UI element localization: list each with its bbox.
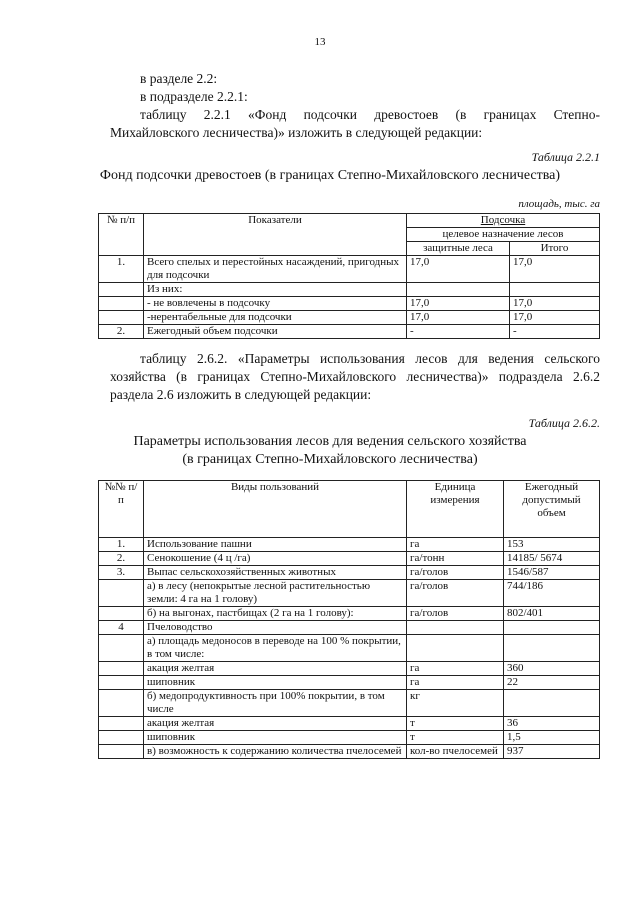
header-indicators: Показатели: [144, 214, 407, 256]
row-num: [99, 580, 144, 607]
row-value: [504, 621, 600, 635]
row-num: 1.: [99, 256, 144, 283]
row-num: [99, 717, 144, 731]
row-unit: т: [407, 731, 504, 745]
row-name: Выпас сельскохозяйственных животных: [144, 566, 407, 580]
row-unit: га: [407, 676, 504, 690]
table-row: [99, 731, 600, 745]
row-unit: га/тонн: [407, 552, 504, 566]
intro-line-3: таблицу 2.2.1 «Фонд подсочки древостоев (в границах Степно-: [140, 107, 600, 122]
table-row: [99, 256, 600, 283]
header-tapping: Подсочка: [407, 214, 600, 228]
row-name: Всего спелых и перестойных насаждений, пригодных для подсочки: [144, 256, 407, 283]
row-name: в) возможность к содержанию количества пчелосемей: [144, 745, 407, 759]
row-total: [510, 283, 600, 297]
row-num: 2.: [99, 552, 144, 566]
row-name: Пчеловодство: [144, 621, 407, 635]
row-total: -: [510, 325, 600, 339]
row-unit: [407, 635, 504, 662]
row-value: 360: [504, 662, 600, 676]
row-value: 36: [504, 717, 600, 731]
row-num: [99, 662, 144, 676]
row-name: Из них:: [144, 283, 407, 297]
row-protective: -: [407, 325, 510, 339]
row-name: шиповник: [144, 731, 407, 745]
row-name: акация желтая: [144, 717, 407, 731]
table-forest-tapping: [98, 213, 600, 339]
row-value: 802/401: [504, 607, 600, 621]
row-num: [99, 607, 144, 621]
row-num: [99, 745, 144, 759]
row-value: 14185/ 5674: [504, 552, 600, 566]
row-value: 153: [504, 538, 600, 552]
header-purpose: целевое назначение лесов: [407, 228, 600, 242]
row-name: Использование пашни: [144, 538, 407, 552]
row-value: 1,5: [504, 731, 600, 745]
row-protective: [407, 283, 510, 297]
row-unit: кг: [407, 690, 504, 717]
row-num: 1.: [99, 538, 144, 552]
row-unit: га/голов: [407, 580, 504, 607]
row-name: Ежегодный объем подсочки: [144, 325, 407, 339]
row-num: 2.: [99, 325, 144, 339]
table-row: [99, 538, 600, 552]
row-protective: 17,0: [407, 297, 510, 311]
table-row: [99, 662, 600, 676]
table-row: [99, 566, 600, 580]
header-types: Виды пользований: [144, 481, 407, 538]
table2-title-line-2: (в границах Степно-Михайловского лесничества): [182, 452, 478, 467]
row-unit: т: [407, 717, 504, 731]
header-unit: Единица измерения: [407, 481, 504, 538]
row-num: [99, 731, 144, 745]
row-unit: га: [407, 538, 504, 552]
row-protective: 17,0: [407, 311, 510, 325]
header-protective: защитные леса: [407, 242, 510, 256]
row-unit: га: [407, 662, 504, 676]
row-num: [99, 311, 144, 325]
row-num: 3.: [99, 566, 144, 580]
table-row: [99, 690, 600, 717]
row-value: [504, 635, 600, 662]
row-unit: кол-во пчелосемей: [407, 745, 504, 759]
row-total: 17,0: [510, 297, 600, 311]
table-row: [99, 580, 600, 607]
row-num: [99, 283, 144, 297]
table-row: [99, 607, 600, 621]
row-num: [99, 635, 144, 662]
row-unit: га/голов: [407, 566, 504, 580]
row-num: 4: [99, 621, 144, 635]
table-row: [99, 325, 600, 339]
header-volume: Ежегодный допустимый объем: [504, 481, 600, 538]
row-protective: 17,0: [407, 256, 510, 283]
row-total: 17,0: [510, 311, 600, 325]
header-num: №№ п/п: [99, 481, 144, 538]
row-name: б) медопродуктивность при 100% покрытии, в том числе: [144, 690, 407, 717]
table1-caption: Таблица 2.2.1: [531, 150, 600, 164]
row-value: 1546/587: [504, 566, 600, 580]
row-unit: [407, 621, 504, 635]
table-row: [99, 635, 600, 662]
mid-line-2: хозяйства (в границах Степно-Михайловского лесничества)» подраздела 2.6.2: [110, 369, 600, 384]
row-total: 17,0: [510, 256, 600, 283]
table-row: [99, 621, 600, 635]
row-value: 744/186: [504, 580, 600, 607]
table-row: [99, 297, 600, 311]
row-name: Сенокошение (4 ц /га): [144, 552, 407, 566]
row-num: [99, 690, 144, 717]
row-value: 22: [504, 676, 600, 690]
table-row: [99, 717, 600, 731]
row-name: б) на выгонах, пастбищах (2 га на 1 голову):: [144, 607, 407, 621]
row-name: -нерентабельные для подсочки: [144, 311, 407, 325]
intro-line-1: в разделе 2.2:: [140, 71, 218, 86]
intro-line-4: Михайловского лесничества)» изложить в следующей редакции:: [110, 125, 483, 140]
mid-line-1: таблицу 2.6.2. «Параметры использования лесов для ведения сельского: [140, 351, 600, 366]
row-name: - не вовлечены в подсочку: [144, 297, 407, 311]
table-row: [99, 745, 600, 759]
row-value: 937: [504, 745, 600, 759]
table-row: [99, 311, 600, 325]
header-total: Итого: [510, 242, 600, 256]
row-name: а) площадь медоносов в переводе на 100 % покрытии, в том числе:: [144, 635, 407, 662]
row-name: а) в лесу (непокрытые лесной растительностью земли: 4 га на 1 голову): [144, 580, 407, 607]
table-row: [99, 552, 600, 566]
table-row: [99, 283, 600, 297]
mid-line-3: раздела 2.6 изложить в следующей редакции:: [110, 387, 372, 402]
row-name: шиповник: [144, 676, 407, 690]
intro-line-2: в подразделе 2.2.1:: [140, 89, 248, 104]
row-num: [99, 297, 144, 311]
table2-title-line-1: Параметры использования лесов для ведения сельского хозяйства: [133, 434, 527, 449]
table1-units: площадь, тыс. га: [518, 198, 600, 210]
table1-title: Фонд подсочки древостоев (в границах Степно-Михайловского лесничества): [99, 168, 561, 183]
row-value: [504, 690, 600, 717]
table-agriculture-use: [98, 480, 600, 759]
table-row: [99, 676, 600, 690]
row-unit: га/голов: [407, 607, 504, 621]
row-name: акация желтая: [144, 662, 407, 676]
table2-caption: Таблица 2.6.2.: [528, 416, 600, 430]
header-num: № п/п: [99, 214, 144, 256]
row-num: [99, 676, 144, 690]
page-number: 13: [314, 36, 326, 48]
